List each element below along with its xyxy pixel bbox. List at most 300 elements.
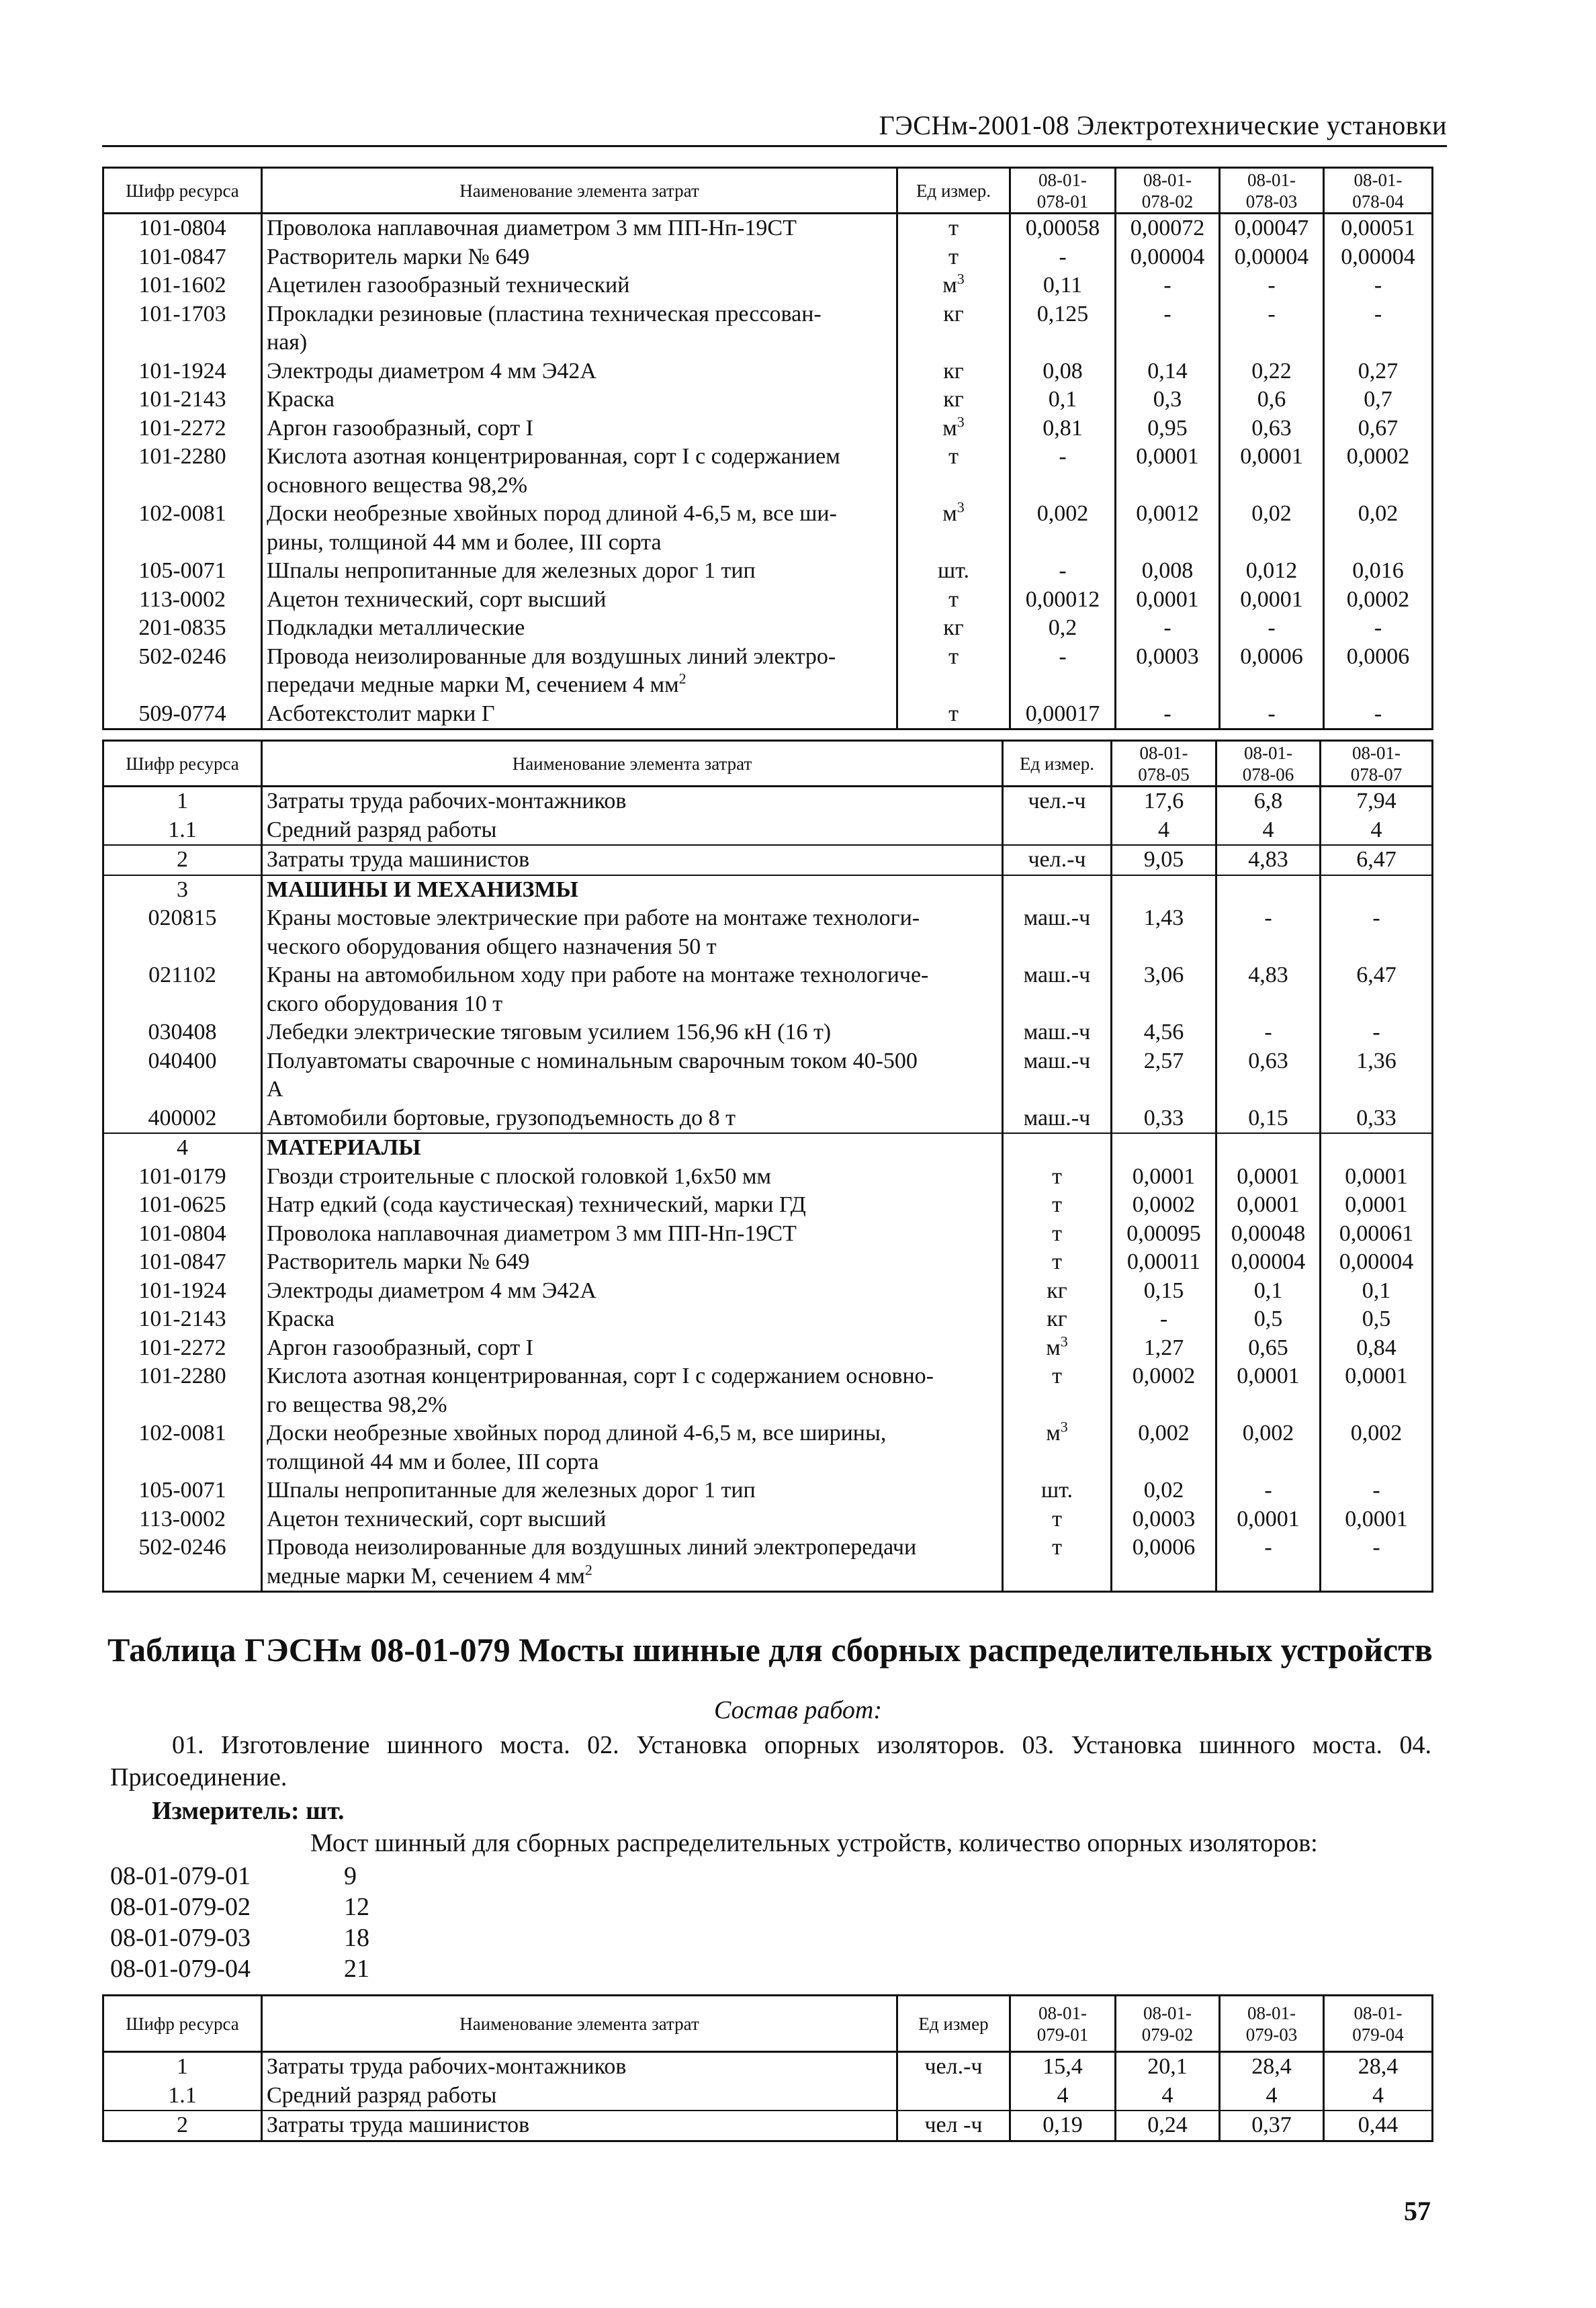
- unit-text: т: [948, 586, 959, 612]
- header-unit: Ед измер.: [897, 168, 1010, 214]
- resource-code: 3: [103, 875, 262, 905]
- rate-value: -: [1010, 557, 1116, 586]
- unit-cell: [897, 386, 1010, 414]
- rate-value: -: [1216, 1476, 1321, 1505]
- resource-name-line: Электроды диаметром 4 мм Э42А: [267, 1278, 596, 1303]
- table-row: [103, 357, 1433, 386]
- table-row: [103, 214, 1433, 243]
- rate-value: 4,83: [1216, 961, 1321, 1018]
- resource-name-line: Провода неизолированные для воздушных линий электропередачи: [267, 1535, 917, 1560]
- rate-value: 0,0003: [1116, 643, 1220, 700]
- resource-code: 113-0002: [103, 586, 262, 615]
- resource-name: [262, 214, 897, 243]
- unit-text: т: [1052, 1364, 1062, 1388]
- resource-name-line: Растворитель марки № 649: [267, 1249, 530, 1274]
- unit-cell: [1003, 1334, 1112, 1363]
- resource-code: 040400: [103, 1047, 262, 1104]
- header-col-3-l1: 08-01-: [1247, 2002, 1296, 2023]
- rate-value: 4: [1220, 2082, 1324, 2111]
- header-col-2: [1116, 1996, 1220, 2052]
- unit-text: кг: [943, 387, 964, 412]
- resource-name-line: Шпалы непропитанные для железных дорог 1 тип: [267, 1478, 756, 1503]
- unit-text: м: [942, 273, 957, 298]
- rate-value: 0,00048: [1216, 1220, 1321, 1249]
- rate-value: 0,0001: [1321, 1191, 1433, 1220]
- resource-name-line: Аргон газообразный, сорт I: [267, 415, 533, 441]
- resource-name-line: медные марки М, сечением 4 мм: [267, 1563, 585, 1589]
- unit-cell: [897, 271, 1010, 300]
- rate-value: [1112, 1133, 1216, 1163]
- header-col-4: [1324, 168, 1433, 214]
- resource-name-line: толщиной 44 мм и более, III сорта: [267, 1449, 599, 1474]
- unit-text: т: [948, 444, 959, 469]
- rate-value: -: [1324, 271, 1433, 300]
- table-row: [103, 2052, 1433, 2082]
- rate-value: -: [1324, 614, 1433, 643]
- table-row: [103, 300, 1433, 357]
- resource-code: 101-1703: [103, 300, 262, 357]
- rate-value: [1321, 1133, 1433, 1163]
- resource-name: [262, 1362, 1003, 1419]
- table-row: [103, 1248, 1433, 1277]
- unit-text: т: [1052, 1535, 1062, 1560]
- rate-value: 3,06: [1112, 961, 1216, 1018]
- table-row: [103, 414, 1433, 443]
- rate-value: -: [1010, 643, 1116, 700]
- unit-text: чел.-ч: [924, 2054, 983, 2079]
- rate-value: -: [1321, 1018, 1433, 1047]
- table-row: [103, 500, 1433, 557]
- resource-code: 201-0835: [103, 614, 262, 643]
- resource-code: 2: [103, 2111, 262, 2141]
- unit-cell: [1003, 1534, 1112, 1592]
- resource-name-line: Асботекстолит марки Г: [267, 701, 495, 726]
- resource-name: [262, 1018, 1003, 1047]
- resource-code: 1.1: [103, 816, 262, 846]
- table-row: [103, 271, 1433, 300]
- resource-code: 101-0804: [103, 214, 262, 243]
- rate-value: 6,47: [1321, 961, 1433, 1018]
- rate-value: 0,02: [1220, 500, 1324, 557]
- rate-value: 0,00004: [1216, 1248, 1321, 1277]
- table-row: [103, 2111, 1433, 2141]
- table-row: [103, 443, 1433, 500]
- rate-value: -: [1220, 271, 1324, 300]
- measure-unit: Измеритель: шт.: [152, 1797, 345, 1825]
- rate-value: -: [1324, 300, 1433, 357]
- table-row: [103, 614, 1433, 643]
- table-row: [103, 1047, 1433, 1104]
- resource-name: [262, 643, 897, 700]
- rate-value: 0,5: [1216, 1305, 1321, 1334]
- rate-value: 0,00011: [1112, 1248, 1216, 1277]
- unit-text: маш.-ч: [1023, 1105, 1091, 1130]
- unit-cell: [897, 443, 1010, 500]
- rate-value: 0,19: [1010, 2111, 1116, 2141]
- rate-value: 0,016: [1324, 557, 1433, 586]
- rate-value: 0,00047: [1220, 214, 1324, 243]
- unit-superscript: 3: [1060, 1418, 1068, 1435]
- rate-value: 0,0012: [1116, 500, 1220, 557]
- header-name: Наименование элемента затрат: [262, 741, 1003, 787]
- unit-cell: [897, 2082, 1010, 2111]
- table-row: [103, 557, 1433, 586]
- resource-name: [262, 845, 1003, 875]
- rate-value: -: [1220, 700, 1324, 729]
- variant-item: [110, 1861, 369, 1892]
- resource-name-line: Средний разряд работы: [267, 2082, 497, 2108]
- resource-name: [262, 1248, 1003, 1277]
- unit-text: т: [948, 701, 959, 726]
- unit-cell: [1003, 1277, 1112, 1306]
- unit-text: т: [1052, 1220, 1062, 1246]
- rate-value: 0,125: [1010, 300, 1116, 357]
- resource-code: 101-1602: [103, 271, 262, 300]
- rate-value: 0,84: [1321, 1334, 1433, 1363]
- table-row: [103, 1305, 1433, 1334]
- resource-name-line: Кислота азотная концентрированная, сорт I с содержанием основно-: [267, 1364, 934, 1388]
- resource-table-078-05-07: [102, 740, 1433, 1593]
- unit-cell: [1003, 961, 1112, 1018]
- unit-cell: [1003, 1419, 1112, 1476]
- variant-value: 12: [344, 1893, 369, 1921]
- rate-value: 0,44: [1324, 2111, 1433, 2141]
- header-col-2-l1: 08-01-: [1143, 169, 1192, 190]
- rate-value: 0,002: [1216, 1419, 1321, 1476]
- variant-list: [110, 1861, 369, 1984]
- rate-value: 0,00004: [1324, 243, 1433, 272]
- header-col-2-l1: 08-01-: [1143, 2002, 1192, 2023]
- unit-text: т: [1052, 1506, 1062, 1532]
- resource-code: 502-0246: [103, 643, 262, 700]
- rate-value: 0,0002: [1324, 443, 1433, 500]
- unit-text: м: [942, 415, 957, 441]
- resource-name: [262, 614, 897, 643]
- rate-value: -: [1220, 614, 1324, 643]
- rate-value: 15,4: [1010, 2052, 1116, 2082]
- rate-value: 0,95: [1116, 414, 1220, 443]
- table-row: [103, 1277, 1433, 1306]
- unit-text: т: [1052, 1163, 1062, 1189]
- resource-name-line: Доски необрезные хвойных пород длиной 4-6,5 м, все ши-: [267, 501, 837, 526]
- unit-cell: [897, 357, 1010, 386]
- resource-name-line: Краска: [267, 387, 335, 412]
- resource-name-line: Аргон газообразный, сорт I: [267, 1335, 533, 1360]
- resource-name-line: основного вещества 98,2%: [267, 472, 528, 498]
- rate-value: 0,81: [1010, 414, 1116, 443]
- header-unit: Ед измер: [897, 1996, 1010, 2052]
- rate-value: 0,0002: [1324, 586, 1433, 615]
- header-col-2-l2: 079-02: [1141, 2024, 1194, 2045]
- resource-name: [262, 816, 1003, 846]
- rate-value: 0,11: [1010, 271, 1116, 300]
- rate-value: 0,012: [1220, 557, 1324, 586]
- header-col-1-l2: 078-05: [1138, 764, 1190, 785]
- resource-name-line: Кислота азотная концентрированная, сорт I с содержанием: [267, 444, 840, 469]
- rate-value: 4: [1112, 816, 1216, 846]
- resource-name-line: Электроды диаметром 4 мм Э42А: [267, 358, 596, 384]
- resource-name-line: Лебедки электрические тяговым усилием 156,96 кН (16 т): [267, 1020, 832, 1045]
- resource-name: [262, 1220, 1003, 1249]
- resource-name-line: А: [267, 1077, 283, 1102]
- header-col-4: [1324, 1996, 1433, 2052]
- resource-code: 102-0081: [103, 1419, 262, 1476]
- rate-value: [1112, 875, 1216, 905]
- header-col-2-l2: 078-06: [1242, 764, 1294, 785]
- resource-name: [262, 500, 897, 557]
- header-col-3-l2: 078-07: [1350, 764, 1403, 785]
- rate-value: 0,0001: [1116, 443, 1220, 500]
- unit-superscript: 2: [584, 1561, 592, 1579]
- rate-value: 4: [1321, 816, 1433, 846]
- rate-value: 0,00012: [1010, 586, 1116, 615]
- unit-cell: [897, 2052, 1010, 2082]
- rate-value: 0,02: [1324, 500, 1433, 557]
- rate-value: 0,00058: [1010, 214, 1116, 243]
- work-composition-heading: Состав работ:: [713, 1696, 883, 1724]
- header-col-4-l1: 08-01-: [1354, 2002, 1403, 2023]
- resource-code: 509-0774: [103, 700, 262, 729]
- resource-code: 101-0847: [103, 243, 262, 272]
- resource-name-line: Краны мостовые электрические при работе на монтаже технологи-: [267, 905, 920, 930]
- unit-cell: [1003, 1047, 1112, 1104]
- table-row: [103, 1534, 1433, 1592]
- rate-value: 0,0006: [1324, 643, 1433, 700]
- resource-name-line: Ацетилен газообразный технический: [267, 273, 630, 298]
- rate-value: 1,36: [1321, 1047, 1433, 1104]
- resource-code: 1.1: [103, 2082, 262, 2111]
- rate-value: 2,57: [1112, 1047, 1216, 1104]
- unit-text: чел.-ч: [1028, 847, 1086, 872]
- rate-value: -: [1010, 443, 1116, 500]
- resource-code: 101-2143: [103, 386, 262, 414]
- rate-value: 0,0001: [1220, 586, 1324, 615]
- rate-value: 0,00017: [1010, 700, 1116, 729]
- unit-cell: [897, 700, 1010, 729]
- header-code: Шифр ресурса: [103, 168, 262, 214]
- resource-code: 400002: [103, 1104, 262, 1134]
- header-col-1-l1: 08-01-: [1038, 2002, 1087, 2023]
- table-row: [103, 643, 1433, 700]
- rate-value: 1,27: [1112, 1334, 1216, 1363]
- table-row: [103, 845, 1433, 875]
- rate-value: 0,22: [1220, 357, 1324, 386]
- resource-name: [262, 700, 897, 729]
- rate-value: 0,15: [1216, 1104, 1321, 1134]
- work-composition-text: 01. Изготовление шинного моста. 02. Установка опорных изоляторов. 03. Установка шинного моста. 04. Присоединение.: [110, 1731, 1431, 1791]
- header-col-2-l2: 078-02: [1141, 191, 1194, 212]
- table-079-title: Таблица ГЭСНм 08-01-079 Мосты шинные для сборных распределительных устройств: [107, 1631, 1433, 1669]
- header-code: Шифр ресурса: [103, 1996, 262, 2052]
- table-row: [103, 787, 1433, 816]
- rate-value: 0,7: [1324, 386, 1433, 414]
- rate-value: -: [1116, 614, 1220, 643]
- resource-code: 4: [103, 1133, 262, 1163]
- resource-name: [262, 271, 897, 300]
- resource-name: [262, 904, 1003, 961]
- resource-name-line: Шпалы непропитанные для железных дорог 1 тип: [267, 558, 756, 583]
- rate-value: 7,94: [1321, 787, 1433, 816]
- unit-text: т: [948, 244, 959, 269]
- rate-value: 6,8: [1216, 787, 1321, 816]
- unit-cell: [897, 586, 1010, 615]
- table-row: [103, 386, 1433, 414]
- resource-name: [262, 875, 1003, 905]
- table-row: [103, 816, 1433, 846]
- resource-name-line: Проволока наплавочная диаметром 3 мм ПП-Нп-19СТ: [267, 1220, 797, 1246]
- unit-cell: [1003, 1104, 1112, 1134]
- rate-value: [1321, 875, 1433, 905]
- resource-name: [262, 1534, 1003, 1592]
- header-code: Шифр ресурса: [103, 741, 262, 787]
- rate-value: 0,00072: [1116, 214, 1220, 243]
- table-row: [103, 1505, 1433, 1534]
- resource-code: 102-0081: [103, 500, 262, 557]
- resource-code: 101-1924: [103, 357, 262, 386]
- rate-value: -: [1324, 700, 1433, 729]
- rate-value: 0,0001: [1321, 1163, 1433, 1192]
- table-row: [103, 1334, 1433, 1363]
- rate-value: -: [1116, 300, 1220, 357]
- resource-code: 101-2272: [103, 414, 262, 443]
- table-row: [103, 2082, 1433, 2111]
- rate-value: 0,3: [1116, 386, 1220, 414]
- unit-superscript: 3: [957, 413, 965, 431]
- rate-value: [1216, 1133, 1321, 1163]
- unit-superscript: 3: [957, 270, 965, 287]
- resource-name: [262, 1047, 1003, 1104]
- header-name: Наименование элемента затрат: [262, 168, 897, 214]
- resource-name: [262, 961, 1003, 1018]
- variant-code: 08-01-079-02: [110, 1893, 251, 1921]
- variant-value: 18: [344, 1924, 369, 1952]
- unit-cell: [1003, 1133, 1112, 1163]
- rate-value: 0,00051: [1324, 214, 1433, 243]
- rate-value: 0,6: [1220, 386, 1324, 414]
- rate-value: 0,008: [1116, 557, 1220, 586]
- rate-value: 0,15: [1112, 1277, 1216, 1306]
- rate-value: -: [1321, 1534, 1433, 1592]
- header-name: Наименование элемента затрат: [262, 1996, 897, 2052]
- rate-value: 0,0001: [1216, 1362, 1321, 1419]
- rate-value: -: [1321, 1476, 1433, 1505]
- unit-text: м: [1046, 1335, 1061, 1360]
- resource-name-line: передачи медные марки М, сечением 4 мм: [267, 672, 679, 697]
- table-row: [103, 243, 1433, 272]
- resource-code: 021102: [103, 961, 262, 1018]
- unit-text: маш.-ч: [1023, 905, 1091, 930]
- unit-cell: [897, 414, 1010, 443]
- table-row: [103, 875, 1433, 905]
- unit-superscript: 3: [1060, 1333, 1068, 1350]
- unit-cell: [1003, 1476, 1112, 1505]
- rate-value: 0,14: [1116, 357, 1220, 386]
- unit-cell: [897, 500, 1010, 557]
- rate-value: 0,0003: [1112, 1505, 1216, 1534]
- resource-name: [262, 243, 897, 272]
- rate-value: 0,0001: [1116, 586, 1220, 615]
- resource-name-line: Прокладки резиновые (пластина техническая прессован-: [267, 301, 822, 326]
- header-col-2: [1116, 168, 1220, 214]
- resource-name: [262, 414, 897, 443]
- table-row: [103, 586, 1433, 615]
- header-col-3-l1: 08-01-: [1247, 169, 1296, 190]
- resource-name-line: Средний разряд работы: [267, 817, 497, 842]
- resource-table-079: [102, 1994, 1433, 2142]
- rate-value: 0,002: [1321, 1419, 1433, 1476]
- resource-name-line: Подкладки металлические: [267, 615, 525, 640]
- rate-value: 9,05: [1112, 845, 1216, 875]
- rate-value: 0,00095: [1112, 1220, 1216, 1249]
- rate-value: 0,0001: [1220, 443, 1324, 500]
- resource-code: 101-2143: [103, 1305, 262, 1334]
- resource-name-line: Краны на автомобильном ходу при работе на монтаже технологиче-: [267, 963, 929, 987]
- resource-code: 101-1924: [103, 1277, 262, 1306]
- variant-item: [110, 1892, 369, 1922]
- rate-value: -: [1216, 1018, 1321, 1047]
- rate-value: 6,47: [1321, 845, 1433, 875]
- table-row: [103, 1419, 1433, 1476]
- resource-name: [262, 2052, 897, 2082]
- unit-text: м: [1046, 1421, 1061, 1446]
- unit-text: шт.: [938, 558, 969, 583]
- resource-name: [262, 586, 897, 615]
- resource-name-line: Растворитель марки № 649: [267, 244, 530, 269]
- unit-cell: [897, 614, 1010, 643]
- resource-name: [262, 357, 897, 386]
- header-col-3-l1: 08-01-: [1352, 742, 1401, 763]
- header-col-3-l2: 078-03: [1245, 191, 1298, 212]
- rate-value: 0,00004: [1116, 243, 1220, 272]
- rate-value: -: [1216, 904, 1321, 961]
- unit-cell: [897, 243, 1010, 272]
- resource-name: [262, 2111, 897, 2141]
- resource-code: 101-0847: [103, 1248, 262, 1277]
- unit-text: маш.-ч: [1023, 1020, 1091, 1045]
- unit-cell: [1003, 787, 1112, 816]
- unit-cell: [1003, 875, 1112, 905]
- resource-name-line: Ацетон технический, сорт высший: [267, 1506, 607, 1532]
- resource-name: [262, 1104, 1003, 1134]
- running-title: ГЭСНм-2001-08 Электротехнические установки: [102, 109, 1447, 147]
- resource-name: [262, 1133, 1003, 1163]
- resource-code: 1: [103, 2052, 262, 2082]
- rate-value: 0,0006: [1112, 1534, 1216, 1592]
- unit-text: чел -ч: [924, 2113, 983, 2137]
- resource-code: 101-2280: [103, 1362, 262, 1419]
- header-col-1-l2: 078-01: [1036, 191, 1089, 212]
- unit-cell: [897, 2111, 1010, 2141]
- unit-text: т: [948, 216, 959, 240]
- rate-value: 0,63: [1216, 1047, 1321, 1104]
- unit-cell: [897, 214, 1010, 243]
- resource-name-line: Автомобили бортовые, грузоподъемность до 8 т: [267, 1105, 736, 1130]
- table-row: [103, 904, 1433, 961]
- resource-name-line: Проволока наплавочная диаметром 3 мм ПП-Нп-19СТ: [267, 216, 797, 240]
- rate-value: 0,002: [1112, 1419, 1216, 1476]
- rate-value: -: [1116, 271, 1220, 300]
- unit-cell: [1003, 1362, 1112, 1419]
- header-col-1-l1: 08-01-: [1139, 742, 1188, 763]
- header-col-1: [1112, 741, 1216, 787]
- rate-value: 0,00004: [1220, 243, 1324, 272]
- rate-value: 0,65: [1216, 1334, 1321, 1363]
- resource-name-line: ная): [267, 330, 308, 355]
- rate-value: 20,1: [1116, 2052, 1220, 2082]
- unit-cell: [1003, 1191, 1112, 1220]
- header-col-1: [1010, 168, 1116, 214]
- resource-name-line: МАШИНЫ И МЕХАНИЗМЫ: [267, 877, 578, 902]
